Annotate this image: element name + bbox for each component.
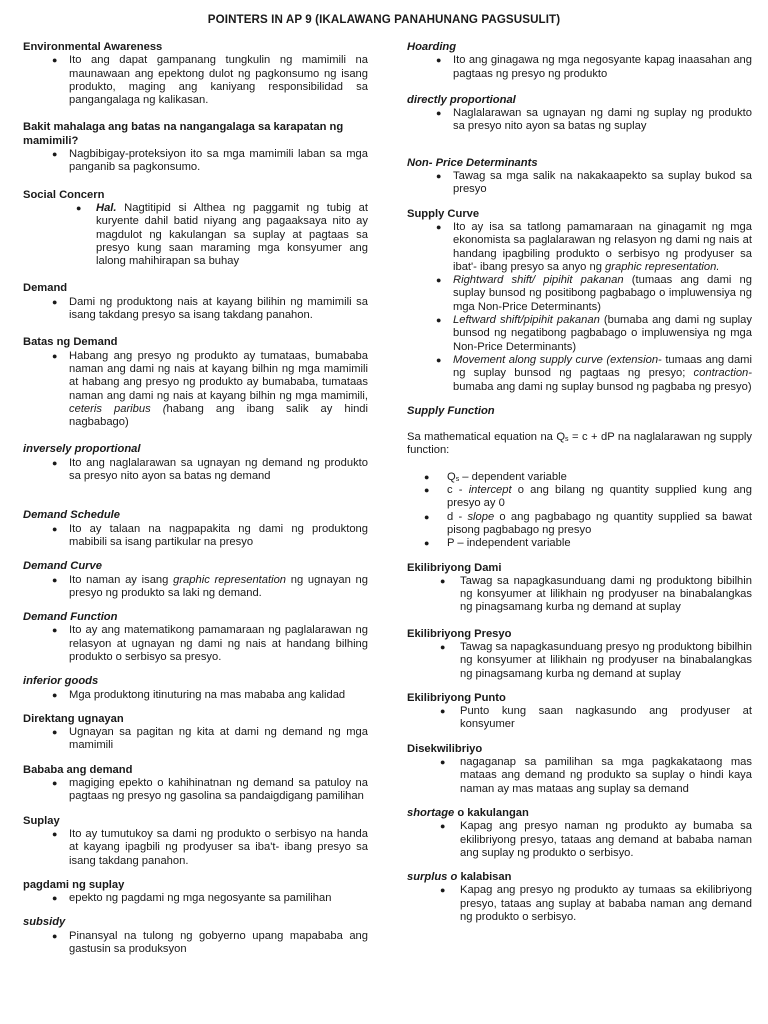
bullet-item: ● Kapag ang presyo naman ng produkto ay bumaba sa ekilibriyong presyo, tataas ang demand at bababa naman ang suplay ng produkto o serbisyo. xyxy=(440,820,752,859)
bullet-item: ● Habang ang presyo ng produkto ay tumataas, bumababa naman ang dami ng nais at kayang bilhin ng mga mamimili at habang ang presyo ng produkto ay bumababa, tumataas naman ang dami ng nais at kayang bilhin ng mga mamimili, ceteris paribus (habang ang ibang salik ay hindi nagbabago) xyxy=(52,349,368,429)
bullet-item: ● Tawag sa napagkasunduang dami ng produktong bibilhin ng konsyumer at lilikhain ng prodyuser na binabalangkas ng pinagsamang kurba ng demand at suplay xyxy=(440,574,752,614)
section-directly-proportional xyxy=(407,94,752,134)
bullet-icon: ● xyxy=(52,625,58,636)
bullet-item: ● Ugnayan sa pagitan ng kita at dami ng demand ng mga mamimili xyxy=(52,726,368,752)
bullet-icon: ● xyxy=(440,706,446,717)
right-column xyxy=(407,41,752,924)
section-batas-ng-demand xyxy=(23,336,368,429)
bullet-item: ● Nagbibigay-proteksiyon ito sa mga mamimili laban sa mga panganib sa pagkonsumo. xyxy=(52,148,368,174)
bullet-icon: ● xyxy=(52,778,58,789)
section-heading: Bababa ang demand xyxy=(23,763,133,776)
bullet-item: ● Ito ang ginagawa ng mga negosyante kapag inaasahan ang pagtaas ng presyo ng produkto xyxy=(436,54,752,80)
section-heading: Ekilibriyong Presyo xyxy=(407,627,512,640)
section-heading: Suplay xyxy=(23,814,60,827)
section-inferior-goods xyxy=(23,675,368,702)
bullet-icon: ● xyxy=(440,821,446,832)
bullet-item: ● Ito ang dapat gampanang tungkulin ng mamimili na maunawaan ang epektong dulot ng pagkonsumo ng isang produkto, maging ang kaniyang responsibilidad sa pangangalaga ng kalikasan. xyxy=(52,54,368,107)
section-non-price-determinants xyxy=(407,157,752,197)
section-heading: Supply Curve xyxy=(407,207,480,220)
section-heading: Hoarding xyxy=(407,41,457,53)
section-demand-schedule xyxy=(23,509,368,549)
bullet-item: ● Tawag sa mga salik na nakakaapekto sa suplay bukod sa presyo xyxy=(436,170,752,196)
bullet-item: ● Ito ang naglalarawan sa ugnayan ng demand ng produkto sa presyo nito ayon sa batas ng demand xyxy=(52,456,368,483)
bullet-item: ● Dami ng produktong nais at kayang bilihin ng mamimili sa isang takdang presyo sa isang takdang panahon. xyxy=(52,295,368,322)
section-ekilibriyong-dami xyxy=(407,562,752,615)
bullet-icon: ● xyxy=(76,202,82,213)
bullet-icon: ● xyxy=(52,350,58,361)
bullet-icon: ● xyxy=(52,689,58,700)
bullet-icon: ● xyxy=(52,523,58,534)
bullet-icon: ● xyxy=(424,485,430,496)
section-surplus xyxy=(407,871,752,924)
bullet-item: ● Kapag ang presyo ng produkto ay tumaas sa ekilibriyong presyo, tataas ang suplay at bababa naman ang demand ng produkto o serbisyo. xyxy=(440,884,752,924)
bullet-icon: ● xyxy=(52,930,58,941)
bullet-icon: ● xyxy=(424,511,430,522)
bullet-icon: ● xyxy=(52,55,58,66)
section-demand-curve xyxy=(23,560,368,600)
bullet-icon: ● xyxy=(440,885,446,896)
section-heading: surplus o kalabisan xyxy=(407,871,512,884)
bullet-item: ● Ito ay talaan na nagpapakita ng dami ng produktong mabibili sa isang partikular na presyo xyxy=(52,522,368,548)
bullet-item: ● Movement along supply curve (extension- tumaas ang dami ng suplay bunsod ng pagtaas ng presyo; contraction- bumaba ang dami ng suplay bunsod ng pagbaba ng presyo) xyxy=(436,353,752,393)
bullet-icon: ● xyxy=(436,55,442,66)
section-pagdami-ng-suplay xyxy=(23,879,368,906)
variable-item: ● $Q_s$ – dependent variable xyxy=(424,470,567,483)
bullet-icon: ● xyxy=(436,315,442,326)
bullet-icon: ● xyxy=(436,221,442,232)
bullet-item: ● Ito ay ang matematikong pamamaraan ng paglalarawan ng relasyon at ugnayan ng dami ng nais at handang bilhing produkto o serbisyo sa presyo. xyxy=(52,624,368,663)
section-shortage xyxy=(407,807,752,860)
section-inversely-proportional xyxy=(23,443,368,483)
variable-item: ● c - intercept o ang bilang ng quantity supplied kung ang presyo ay 0 xyxy=(424,484,752,510)
bullet-icon: ● xyxy=(52,727,58,738)
section-environmental-awareness xyxy=(23,41,368,107)
bullet-icon: ● xyxy=(436,171,442,182)
variable-item: ● d - slope o ang pagbabago ng quantity supplied sa bawat pisong pagbabago ng presyo xyxy=(424,510,752,536)
section-heading: inversely proportional xyxy=(23,443,141,456)
bullet-item: ● Hal. Nagtitipid si Althea ng paggamit ng tubig at kuryente dahil batid niyang ang pagaaksaya nito ay magdulot ng kakulangan sa suplay at pagtaas sa presyo kung saan maraming mga konsyumer ang lalong mahihirapan sa buhay xyxy=(76,201,368,268)
bullet-icon: ● xyxy=(52,149,58,160)
bullet-icon: ● xyxy=(52,296,58,307)
bullet-item: ● Leftward shift/pipihit pakanan (bumaba ang dami ng suplay bunsod ng negatibong pagbabago o impluwensiya ng mga Non-Price Determinants) xyxy=(436,314,752,353)
bullet-item: ● Tawag sa napagkasunduang presyo ng produktong bibilhin ng konsyumer at lilikhain ng prodyuser na binabalangkas ng pinagsamang kurba ng demand at suplay xyxy=(440,640,752,680)
section-heading: Demand Schedule xyxy=(23,509,120,522)
variable-item: ● P – independent variable xyxy=(424,537,571,550)
section-heading: Demand Curve xyxy=(23,560,102,573)
section-heading: Disekwilibriyo xyxy=(407,742,483,755)
section-heading: subsidy xyxy=(23,916,66,929)
section-heading: Ekilibriyong Punto xyxy=(407,691,506,704)
section-heading: Batas ng Demand xyxy=(23,336,118,349)
bullet-item: ● nagaganap sa pamilihan sa mga pagkakataong mas mataas ang demand ng produkto sa suplay o hindi kaya naman ay mas mataas ang suplay sa demand xyxy=(440,756,752,795)
bullet-item: ● Punto kung saan nagkasundo ang prodyuser at konsyumer xyxy=(440,705,752,731)
bullet-icon: ● xyxy=(52,574,58,585)
left-column xyxy=(23,41,368,956)
section-demand xyxy=(23,282,368,322)
section-bababa-ang-demand xyxy=(23,764,368,804)
bullet-icon: ● xyxy=(52,893,58,904)
bullet-item: ● Pinansyal na tulong ng gobyerno upang mapababa ang gastusin sa produksyon xyxy=(52,929,368,956)
section-supply-curve xyxy=(407,208,752,394)
bullet-icon: ● xyxy=(52,828,58,839)
bullet-icon: ● xyxy=(440,641,446,652)
section-heading: Social Concern xyxy=(23,188,105,201)
bullet-icon: ● xyxy=(440,757,446,768)
bullet-item: ● Ito ay isa sa tatlong pamamaraan na ginagamit ng mga ekonomista sa paglalarawan ng relasyon ng dami ng nais at handang ipagbiling produkto o serbisyo ng prodyuser sa ibat'- ibang presyo sa anyo ng graphic representation. xyxy=(436,220,752,273)
section-heading: Demand Function xyxy=(23,611,118,624)
section-ekilibriyong-punto xyxy=(407,692,752,732)
section-heading: directly proportional xyxy=(407,93,516,106)
section-heading: Supply Function xyxy=(407,404,495,417)
section-heading: Demand xyxy=(23,282,68,295)
section-direktang-ugnayan xyxy=(23,713,368,753)
bullet-item: ● Rightward shift/ pipihit pakanan (tumaas ang dami ng suplay bunsod ng positibong pagbabago o impluwensiya ng mga Non-Price Determinants) xyxy=(436,274,752,313)
section-demand-function xyxy=(23,611,368,664)
section-heading: Direktang ugnayan xyxy=(23,712,124,725)
bullet-item: ● magiging epekto o kahihinatnan ng demand sa patuloy na pagtaas ng presyo ng gasolina sa pandaigdigang pamilihan xyxy=(52,777,368,803)
bullet-icon: ● xyxy=(436,275,442,286)
bullet-item: ● Ito ay tumutukoy sa dami ng produkto o serbisyo na handa at kayang ipagbili ng prodyuser sa iba't- ibang presyo sa isang takdang panahon. xyxy=(52,827,368,867)
section-heading: pagdami ng suplay xyxy=(23,878,125,891)
section-suplay xyxy=(23,815,368,868)
bullet-icon: ● xyxy=(436,354,442,365)
bullet-item: ● Naglalarawan sa ugnayan ng dami ng suplay ng produkto sa presyo nito ayon sa batas ng suplay xyxy=(436,107,752,133)
page-title: POINTERS IN AP 9 (IKALAWANG PANAHUNANG PAGSUSULIT) xyxy=(207,13,561,26)
section-subsidy xyxy=(23,916,368,956)
bullet-icon: ● xyxy=(424,538,430,549)
section-heading: Environmental Awareness xyxy=(23,41,163,53)
bullet-item: ● Ito naman ay isang graphic representation ng ugnayan ng presyo ng produkto sa laki ng demand. xyxy=(52,573,369,599)
section-ekilibriyong-presyo xyxy=(407,628,752,681)
section-heading: shortage o kakulangan xyxy=(407,806,529,819)
section-batas-mahalaga xyxy=(23,121,368,174)
section-heading: inferior goods xyxy=(23,675,99,688)
section-hoarding xyxy=(407,41,752,81)
section-supply-function xyxy=(407,405,752,551)
section-heading: Bakit mahalaga ang batas na nangangalaga sa karapatan ng mamimili? xyxy=(23,121,344,147)
section-heading: Ekilibriyong Dami xyxy=(407,561,502,574)
bullet-icon: ● xyxy=(436,108,442,119)
bullet-item: ● epekto ng pagdami ng mga negosyante sa pamilihan xyxy=(52,892,332,905)
bullet-icon: ● xyxy=(440,575,446,586)
bullet-icon: ● xyxy=(52,457,58,468)
bullet-icon: ● xyxy=(424,471,430,482)
supply-function-intro: Sa mathematical equation na $Q_s = c$ + dP na naglalarawan ng supply function: xyxy=(407,431,752,457)
bullet-item: ● Mga produktong itinuturing na mas mababa ang kalidad xyxy=(52,688,346,701)
section-social-concern xyxy=(23,189,368,269)
variable-list xyxy=(407,471,752,551)
section-disekwilibriyo xyxy=(407,743,752,796)
section-heading: Non- Price Determinants xyxy=(407,156,538,169)
